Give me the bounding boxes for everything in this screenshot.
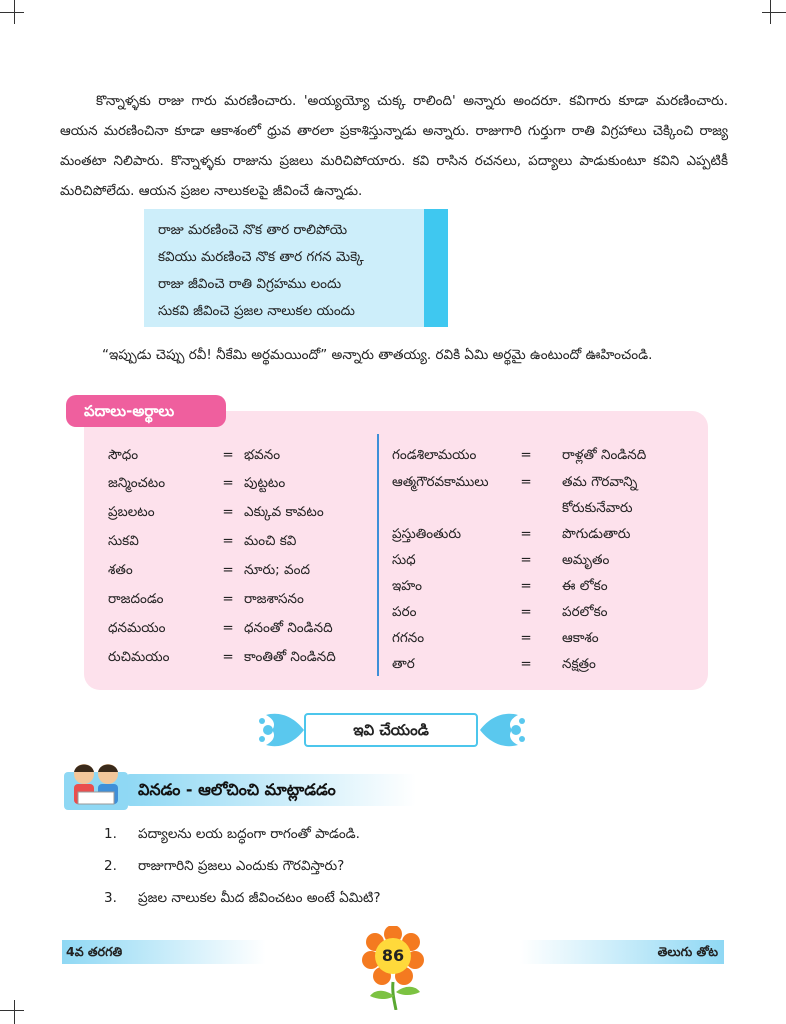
vocab-word: పరం	[392, 604, 417, 620]
crop-mark	[14, 0, 15, 24]
section-title: వినడం - ఆలోచించి మాట్లాడడం	[138, 780, 336, 799]
crop-mark	[0, 1010, 24, 1011]
vocab-row	[392, 600, 607, 624]
activity-title: ఇవి చేయండి	[304, 713, 478, 747]
list-item	[104, 822, 360, 846]
vocab-word: తార	[392, 656, 415, 672]
vocab-word: సుకవి	[108, 533, 139, 549]
vocab-word: రుచిమయం	[108, 649, 170, 665]
vocab-meaning: కోరుకునేవారు	[562, 500, 633, 516]
vocab-row	[392, 626, 599, 650]
vocab-row	[108, 443, 280, 467]
vocab-row	[392, 496, 633, 520]
crop-mark	[762, 12, 786, 13]
vocab-meaning: భవనం	[244, 447, 281, 463]
page-number-flower	[362, 926, 424, 1010]
vocab-row	[392, 443, 646, 467]
vocab-row	[108, 645, 336, 669]
story-paragraph: కొన్నాళ్ళకు రాజు గారు మరణించారు. 'అయ్యయ్యో చుక్క రాలింది' అన్నారు అందరూ. కవిగారు కూడా మరణించారు. ఆయన మరణించినా కూడా ఆకాశంలో ధ్రువ తారలా ప్రకాశిస్తున్నాడు అన్నారు. రాజుగారి గుర్తుగా రాతి విగ్రహాలు చెక్కించి రాజ్య మంతటా నిలిపారు. కొన్నాళ్ళకు రాజును ప్రజలు మరిచిపోయారు. కవి రాసిన రచనలు, పద్యాలు పాడుకుంటూ కవిని ఎప్పటికీ మరిచిపోలేదు. ఆయన ప్రజల నాలుకలపై జీవించే ఉన్నాడు.	[60, 93, 728, 199]
question-text: రాజుగారిని ప్రజలు ఎందుకు గౌరవిస్తారు?	[138, 858, 345, 874]
question-number: 1.	[104, 826, 117, 842]
vocab-meaning: ఆకాశం	[562, 630, 599, 646]
question-text: పద్యాలను లయ బద్ధంగా రాగంతో పాడండి.	[138, 826, 360, 842]
list-item	[104, 886, 381, 910]
vocab-equals: =	[222, 562, 234, 578]
vocab-equals: =	[222, 620, 234, 636]
crop-mark	[770, 0, 771, 24]
vocab-row	[108, 616, 333, 640]
vocab-word: గగనం	[392, 630, 425, 646]
activity-banner	[258, 707, 526, 753]
vocab-word: సుధ	[392, 552, 416, 568]
poem-side-bar	[424, 209, 448, 327]
vocab-word: ఇహం	[392, 578, 422, 594]
vocab-row	[108, 529, 296, 553]
left-ornament-icon	[258, 707, 308, 753]
vocab-meaning: కాంతితో నిండినది	[244, 649, 336, 665]
vocab-equals: =	[520, 656, 532, 672]
vocab-equals: =	[222, 533, 234, 549]
vocab-meaning: నక్షత్రం	[562, 656, 596, 672]
vocabulary-title: పదాలు-అర్థాలు	[66, 395, 226, 427]
vocab-row	[392, 652, 596, 676]
vocab-equals: =	[520, 447, 532, 463]
poem-line: రాజు మరణించె నొక తార రాలిపోయె	[158, 222, 348, 238]
vocab-meaning: ధనంతో నిండినది	[244, 620, 333, 636]
right-ornament-icon	[476, 707, 526, 753]
vocab-word: రాజదండం	[108, 591, 164, 607]
vocab-equals: =	[520, 578, 532, 594]
vocab-meaning: ఈ లోకం	[562, 578, 608, 594]
poem-line: సుకవి జీవించె ప్రజల నాలుకల యందు	[158, 303, 355, 319]
vocab-word: సౌధం	[108, 447, 139, 463]
vocabulary-divider	[377, 434, 379, 676]
vocab-equals: =	[520, 526, 532, 542]
vocab-meaning: అమృతం	[562, 552, 610, 568]
vocab-word: ప్రబలటం	[108, 504, 155, 520]
question-number: 3.	[104, 890, 117, 906]
vocab-row	[392, 548, 609, 572]
vocab-equals: =	[222, 447, 234, 463]
flower-icon	[362, 926, 424, 1010]
vocab-meaning: మంచి కవి	[244, 533, 297, 549]
vocab-word: ధనమయం	[108, 620, 166, 636]
vocab-meaning: రాళ్లతో నిండినది	[562, 447, 647, 463]
children-reading-icon	[64, 758, 128, 810]
vocab-equals: =	[520, 630, 532, 646]
footer-class-label: 4వ తరగతి	[62, 940, 266, 964]
vocab-meaning: పుట్టటం	[244, 475, 286, 491]
vocab-meaning: తమ గౌరవాన్ని	[562, 474, 638, 490]
vocab-row	[108, 587, 304, 611]
vocab-word: ప్రస్తుతింతురు	[392, 526, 461, 542]
vocab-row	[108, 471, 285, 495]
page-number: 86	[381, 946, 405, 965]
poem-box	[144, 209, 448, 327]
vocab-equals: =	[222, 475, 234, 491]
vocab-equals: =	[222, 504, 234, 520]
vocab-equals: =	[222, 649, 234, 665]
vocab-equals: =	[520, 604, 532, 620]
vocab-word: ఆత్మగౌరవకాములు	[392, 474, 489, 490]
question-paragraph: “ఇప్పుడు చెప్పు రవీ! నీకేమి అర్థమయిందో” అన్నారు తాతయ్య. రవికి ఏమి అర్థమై ఉంటుందో ఊహించండి.	[102, 347, 653, 363]
footer-book-title: తెలుగు తోట	[520, 940, 724, 964]
vocab-word: గండశిలామయం	[392, 447, 477, 463]
list-item	[104, 854, 344, 878]
question-text: ప్రజల నాలుకల మీద జీవించటం అంటే ఏమిటి?	[138, 890, 381, 906]
vocab-meaning: నూరు; వంద	[244, 562, 310, 578]
vocab-word: జన్మించటం	[108, 475, 166, 491]
crop-mark	[14, 1000, 15, 1024]
vocab-meaning: రాజశాసనం	[244, 591, 304, 607]
question-number: 2.	[104, 858, 117, 874]
vocab-row	[392, 522, 630, 546]
vocab-word: శతం	[108, 562, 133, 578]
vocab-equals: =	[520, 552, 532, 568]
vocab-row	[392, 574, 608, 598]
vocab-row	[108, 558, 310, 582]
vocab-meaning: ఎక్కువ కావటం	[244, 504, 324, 520]
vocab-equals: =	[222, 591, 234, 607]
crop-mark	[0, 12, 24, 13]
vocab-equals: =	[520, 474, 532, 490]
poem-line: కవియు మరణించె నొక తార గగన మెక్కె	[158, 249, 364, 265]
vocab-row	[108, 500, 324, 524]
vocab-meaning: పరలోకం	[562, 604, 608, 620]
poem-line: రాజు జీవించె రాతి విగ్రహము లందు	[158, 276, 342, 292]
vocab-row	[392, 470, 637, 494]
vocab-meaning: పొగుడుతారు	[562, 526, 631, 542]
